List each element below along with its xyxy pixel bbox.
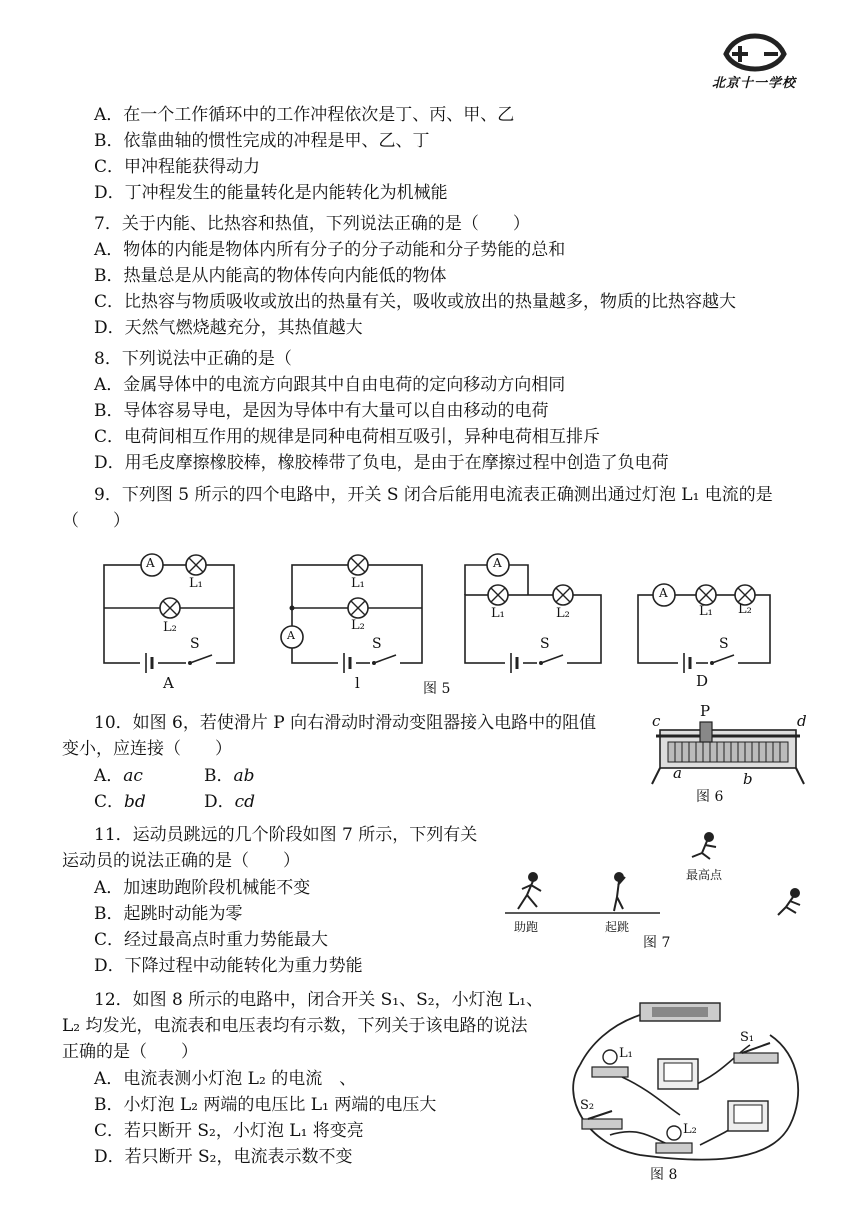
lamp-l1-label: L₁ [619,1046,633,1061]
figure-6-caption: 图 6 [696,789,724,805]
slider-p-label: P [700,702,711,720]
voltmeter-device-icon [728,1101,768,1131]
peak-label: 最高点 [686,868,723,882]
switch-label: S [540,636,550,652]
q10-option-b: B．ab [204,766,255,786]
circuit-a [104,554,234,673]
switch-s2-icon [582,1111,622,1129]
switch-s2-label: S₂ [580,1098,595,1113]
figure-8-circuit [0,995,868,1175]
q8-option-a: A．金属导体中的电流方向跟其中自由电荷的定向移动方向相同 [94,375,566,395]
q11-stem: 11．运动员跳远的几个阶段如图 7 所示，下列有关 [94,825,478,845]
circuit-b [281,555,422,673]
q10-stem: 10．如图 6，若使滑片 P 向右滑动时滑动变阻器接入电路中的阻值 [94,713,597,733]
lamp-l1-label: L₁ [189,576,203,591]
q10-option-d: D．cd [204,792,256,812]
figure-7-caption: 图 7 [643,935,671,951]
q7-option-d: D．天然气燃烧越充分，其热值越大 [94,318,363,338]
q6-option-a: A．在一个工作循环中的工作冲程依次是丁、丙、甲、乙 [94,105,515,125]
switch-s1-icon [734,1043,778,1063]
q9-answer-paren: （ ） [62,511,130,531]
circuit-b-label: l [355,674,360,692]
circuit-d [638,584,770,673]
q8-option-d: D．用毛皮摩擦橡胶棒，橡胶棒带了负电，是由于在摩擦过程中创造了负电荷 [94,453,669,473]
lamp-l2-label: L₂ [683,1122,697,1137]
switch-label: S [372,636,382,652]
circuit-a-label: A [163,674,174,692]
q10-option-c: C．bd [94,792,146,812]
q7-option-c: C．比热容与物质吸收或放出的热量有关，吸收或放出的热量越多，物质的比热容越大 [94,292,737,312]
ammeter-device-icon [658,1059,698,1089]
ammeter-label: A [287,629,295,642]
ammeter-label: A [493,556,502,570]
q11-option-b: B．起跳时动能为零 [94,904,243,924]
runup-label: 助跑 [514,920,539,934]
q6-option-b: B．依靠曲轴的惯性完成的冲程是甲、乙、丁 [94,131,430,151]
lamp-l1-label: L₁ [699,604,713,619]
lamp-l2-label: L₂ [738,602,752,617]
q11-stem-cont: 运动员的说法正确的是（ ） [62,851,300,871]
q8-option-c: C．电荷间相互作用的规律是同种电荷相互吸引，异种电荷相互排斥 [94,427,601,447]
school-logo [712,32,797,96]
figure-5-caption: 图 5 [423,681,451,697]
q6-option-c: C．甲冲程能获得动力 [94,157,261,177]
ammeter-label: A [659,586,668,600]
q7-option-b: B．热量总是从内能高的物体传向内能低的物体 [94,266,447,286]
q7-option-a: A．物体的内能是物体内所有分子的分子动能和分子势能的总和 [94,240,566,260]
q10-stem-cont: 变小，应连接（ ） [62,739,232,759]
q12-stem-cont1: L₂ 均发光，电流表和电压表均有示数，下列关于该电路的说法 [62,1016,528,1036]
q8-option-b: B．导体容易导电，是因为导体中有大量可以自由移动的电荷 [94,401,549,421]
terminal-b-label: b [743,770,753,788]
q9-stem: 9．下列图 5 所示的四个电路中，开关 S 闭合后能用电流表正确测出通过灯泡 L₁ 电流的是 [94,485,773,505]
switch-label: S [719,636,729,652]
q12-stem: 12．如图 8 所示的电路中，闭合开关 S₁、S₂，小灯泡 L₁、 [94,990,544,1010]
q11-option-d: D．下降过程中动能转化为重力势能 [94,956,363,976]
logo-motto: 北京十一学校 [712,76,797,91]
q11-option-a: A．加速助跑阶段机械能不变 [94,878,311,898]
slider-p-icon [700,722,712,742]
switch-s1-label: S₁ [740,1030,755,1045]
circuit-c [465,554,601,673]
figure-7-long-jump [0,825,868,935]
lamp-l1-label: L₁ [491,606,505,621]
q12-option-a: A．电流表测小灯泡 L₂ 的电流 、 [94,1069,357,1089]
ammeter-label: A [146,556,155,570]
q8-stem: 8．下列说法中正确的是（ [94,349,292,369]
terminal-c-label: c [652,712,661,730]
peak-figure-icon [692,833,716,859]
q11-option-c: C．经过最高点时重力势能最大 [94,930,329,950]
runner-figure-icon [518,873,541,909]
terminal-a-label: a [673,764,682,782]
q7-stem: 7．关于内能、比热容和热值，下列说法正确的是（ ） [94,214,530,234]
circuit-d-label: D [696,672,709,690]
figure-6-rheostat [0,700,868,790]
takeoff-label: 起跳 [605,920,630,934]
lamp-l2-label: L₂ [556,606,570,621]
lamp-l1-label: L₁ [351,576,365,591]
switch-label: S [190,636,200,652]
q6-option-d: D．丁冲程发生的能量转化是内能转化为机械能 [94,183,448,203]
landing-figure-icon [778,889,800,915]
q12-option-d: D．若只断开 S₂，电流表示数不变 [94,1147,353,1167]
q12-option-c: C．若只断开 S₂，小灯泡 L₁ 将变亮 [94,1121,364,1141]
lamp-l2-label: L₂ [351,618,365,633]
q12-stem-cont2: 正确的是（ ） [62,1042,198,1062]
terminal-d-label: d [797,712,807,730]
lamp-l2-label: L₂ [163,620,177,635]
q12-option-b: B．小灯泡 L₂ 两端的电压比 L₁ 两端的电压大 [94,1095,437,1115]
jumper-figure-icon [614,873,625,911]
figure-8-caption: 图 8 [650,1167,678,1183]
q10-option-a: A．ac [94,766,143,786]
